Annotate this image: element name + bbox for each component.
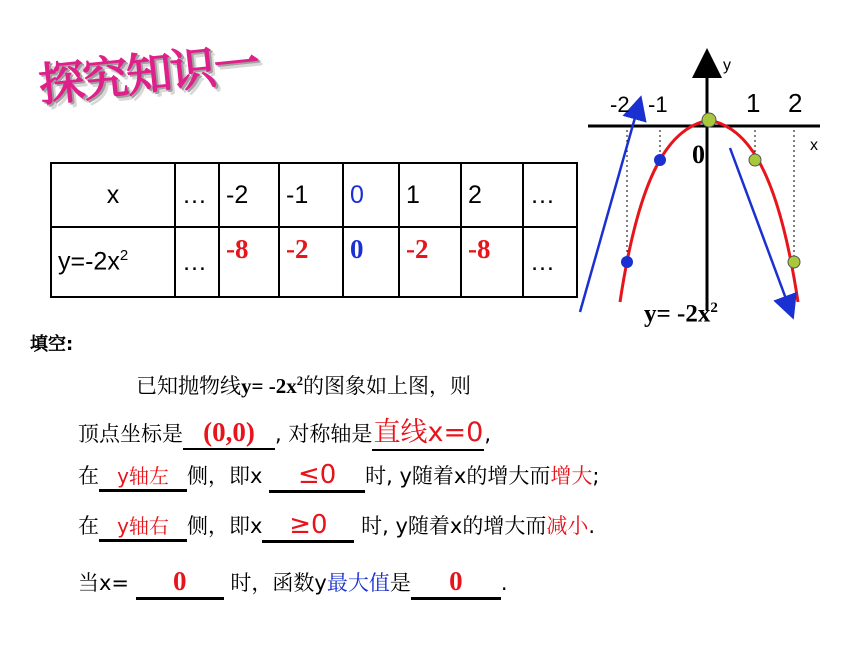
- axis-answer: 直线x=0: [372, 410, 484, 451]
- point-marker: [749, 154, 761, 166]
- side-answer: y轴右: [99, 510, 187, 542]
- table-cell: [51, 227, 175, 297]
- table-cell: …: [523, 227, 577, 297]
- caption-sup: 2: [710, 300, 718, 316]
- row-label-sup: 2: [119, 247, 129, 265]
- text: ,: [484, 422, 492, 446]
- text: 侧，即x: [187, 514, 263, 538]
- table-cell: -2: [399, 227, 461, 297]
- point-marker: [788, 256, 800, 268]
- fill-label-colon: :: [66, 334, 74, 355]
- table-cell: -8: [219, 227, 279, 297]
- intro-line: [136, 370, 471, 400]
- max-label: 最大值: [326, 571, 390, 595]
- text: ;: [592, 464, 600, 488]
- x-axis-label: x: [810, 137, 818, 154]
- table-cell: -1: [279, 163, 343, 227]
- max-value-line: [78, 566, 508, 600]
- slide-title: 探究知识一: [36, 35, 261, 113]
- intro-c: 的图象如上图，则: [303, 374, 472, 398]
- point-marker: [654, 154, 666, 166]
- text: y随着x的增大而: [399, 464, 551, 488]
- left-side-line: [78, 460, 599, 493]
- table-cell: 0: [343, 163, 399, 227]
- text: , 对称轴是: [275, 422, 373, 446]
- tick-label: -2: [610, 92, 630, 117]
- table-cell: 1: [399, 163, 461, 227]
- text: 当x=: [78, 571, 130, 595]
- text: 时,: [361, 514, 389, 538]
- decrease-arrow: [730, 148, 792, 315]
- table-cell: x: [51, 163, 175, 227]
- tick-label: -1: [648, 92, 668, 117]
- side-answer: y轴左: [99, 460, 187, 492]
- point-marker: [621, 256, 633, 268]
- intro-a: 已知抛物线: [136, 374, 241, 398]
- range-answer: ≥0: [262, 510, 354, 543]
- trend-answer: 减小: [546, 514, 589, 538]
- table-cell: 0: [343, 227, 399, 297]
- x-answer: 0: [136, 566, 224, 600]
- text: 在: [78, 464, 99, 488]
- table-cell: …: [175, 163, 219, 227]
- text: .: [500, 571, 508, 595]
- table-cell: -2: [219, 163, 279, 227]
- max-answer: 0: [411, 566, 501, 600]
- table-cell: -8: [461, 227, 523, 297]
- value-table: [50, 162, 578, 298]
- text: .: [588, 514, 596, 538]
- tick-label: 2: [788, 88, 803, 118]
- parabola-graph: [570, 40, 850, 340]
- vertex-marker: [702, 113, 716, 127]
- table-row: [51, 227, 577, 297]
- table-cell: 2: [461, 163, 523, 227]
- table-cell: …: [523, 163, 577, 227]
- origin-label: 0: [692, 140, 705, 169]
- graph-caption: [644, 300, 718, 328]
- table-cell: …: [175, 227, 219, 297]
- range-answer: ≤0: [269, 460, 365, 493]
- intro-sup: 2: [296, 374, 304, 388]
- vertex-line: [78, 410, 491, 451]
- text: 在: [78, 514, 99, 538]
- tick-label: 1: [746, 88, 761, 118]
- intro-b: y= -2x: [241, 374, 297, 398]
- fill-label-text: 填空: [30, 334, 66, 355]
- caption-text: y= -2x: [644, 300, 711, 328]
- text: 时,: [365, 464, 393, 488]
- y-axis-label: y: [723, 57, 731, 74]
- increase-arrow: [580, 100, 640, 312]
- table-row: [51, 163, 577, 227]
- table-cell: -2: [279, 227, 343, 297]
- vertex-answer: (0,0): [183, 417, 275, 450]
- parabola-curve: [620, 120, 798, 302]
- right-side-line: [78, 510, 595, 543]
- text: y随着x的增大而: [395, 514, 547, 538]
- trend-answer: 增大: [550, 464, 593, 488]
- text: 侧，即x: [187, 464, 263, 488]
- text: 时，函数y: [230, 571, 327, 595]
- text: 是: [389, 571, 411, 595]
- text: 顶点坐标是: [78, 422, 183, 446]
- fill-label: [30, 330, 73, 356]
- row-label: y=-2x: [58, 247, 120, 276]
